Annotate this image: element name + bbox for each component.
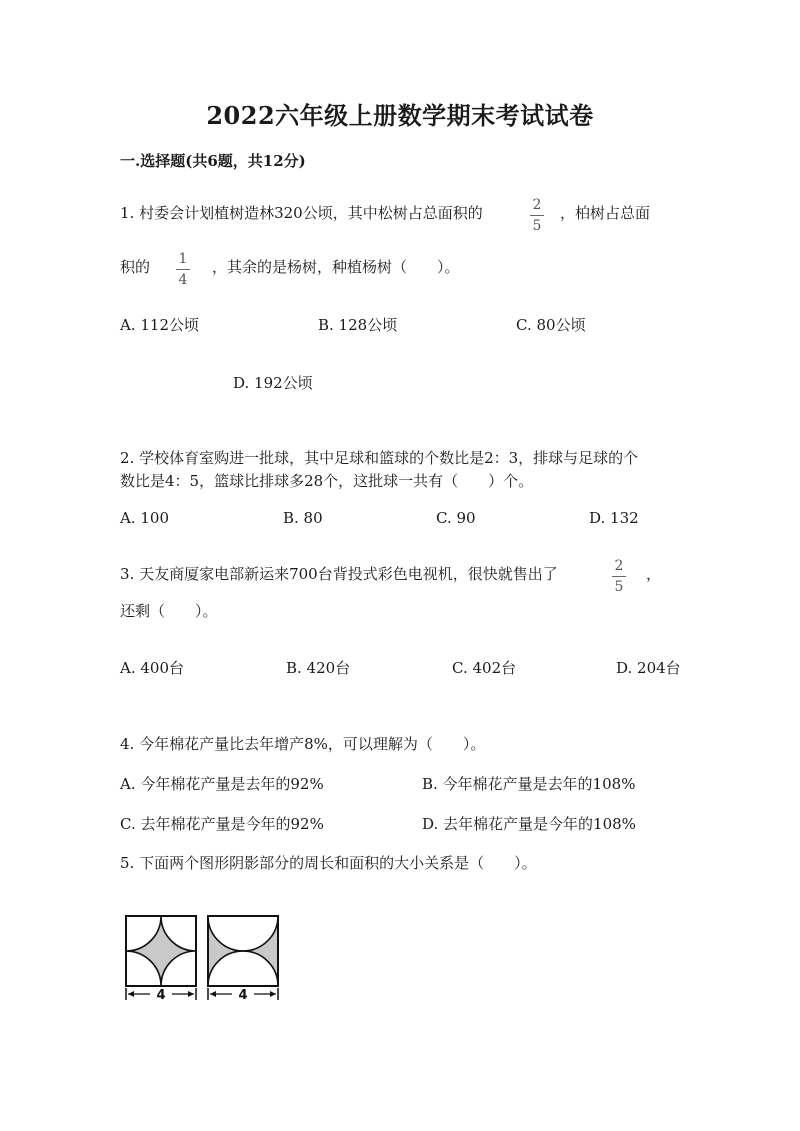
fraction-bar — [530, 215, 544, 216]
section-heading: 一.选择题(共6题，共12分) — [120, 152, 306, 170]
fraction-bar — [176, 269, 190, 270]
fraction-bar — [612, 576, 626, 577]
q1-text-line2b: ，其余的是杨树，种植杨树（ ）。 — [212, 258, 460, 276]
q1-text-line1b: ，柏树占总面 — [560, 204, 651, 222]
q3-fraction-numerator: 2 — [614, 558, 624, 574]
q4-option-b[interactable]: B. 今年棉花产量是去年的108% — [422, 775, 636, 793]
q3-option-d[interactable]: D. 204台 — [616, 659, 681, 677]
q3-text-line1b: ， — [646, 565, 662, 583]
q1-option-a[interactable]: A. 112公顷 — [120, 316, 199, 334]
q4-text: 4. 今年棉花产量比去年增产8%，可以理解为（ ）。 — [120, 735, 486, 753]
q2-option-b[interactable]: B. 80 — [283, 509, 323, 527]
q2-text-line2: 数比是4：5，篮球比排球多28个，这批球一共有（ ）个。 — [120, 472, 534, 490]
page-title: 2022六年级上册数学期末考试试卷 — [206, 101, 594, 130]
q3-text-line1a: 3. 天友商厦家电部新运来700台背投式彩色电视机，很快就售出了 — [120, 565, 558, 583]
q3-option-c[interactable]: C. 402台 — [452, 659, 517, 677]
q2-option-c[interactable]: C. 90 — [436, 509, 476, 527]
q1-option-d[interactable]: D. 192公顷 — [233, 374, 313, 392]
q1-fraction-1-denominator: 5 — [532, 218, 542, 234]
q1-text-line2a: 积的 — [120, 258, 151, 276]
q3-option-a[interactable]: A. 400台 — [120, 659, 184, 677]
figure-1 — [126, 916, 196, 1003]
q2-option-d[interactable]: D. 132 — [589, 509, 639, 527]
q1-fraction-2-numerator: 1 — [178, 251, 188, 267]
q2-option-a[interactable]: A. 100 — [120, 509, 169, 527]
q1-fraction-1-numerator: 2 — [532, 197, 542, 213]
figure-2 — [208, 916, 278, 1003]
q3-option-b[interactable]: B. 420台 — [286, 659, 351, 677]
q1-fraction-2-denominator: 4 — [178, 272, 188, 288]
q4-option-d[interactable]: D. 去年棉花产量是今年的108% — [422, 815, 636, 833]
q4-option-a[interactable]: A. 今年棉花产量是去年的92% — [120, 775, 324, 793]
q3-fraction-denominator: 5 — [614, 579, 624, 595]
q1-fraction-1 — [528, 198, 546, 233]
q5-text: 5. 下面两个图形阴影部分的周长和面积的大小关系是（ ）。 — [120, 854, 537, 872]
q1-option-b[interactable]: B. 128公顷 — [318, 316, 398, 334]
q3-fraction — [610, 559, 628, 594]
q1-text-line1a: 1. 村委会计划植树造林320公顷，其中松树占总面积的 — [120, 204, 483, 222]
q4-option-c[interactable]: C. 去年棉花产量是今年的92% — [120, 815, 324, 833]
q1-option-c[interactable]: C. 80公顷 — [516, 316, 586, 334]
q3-text-line2: 还剩（ ）。 — [120, 602, 218, 620]
q1-fraction-2 — [174, 252, 192, 287]
figure-1-label: 4 — [156, 988, 166, 1003]
figure-2-label: 4 — [238, 988, 248, 1003]
q5-figures — [120, 908, 290, 1008]
q2-text-line1: 2. 学校体育室购进一批球，其中足球和篮球的个数比是2：3，排球与足球的个 — [120, 449, 639, 467]
